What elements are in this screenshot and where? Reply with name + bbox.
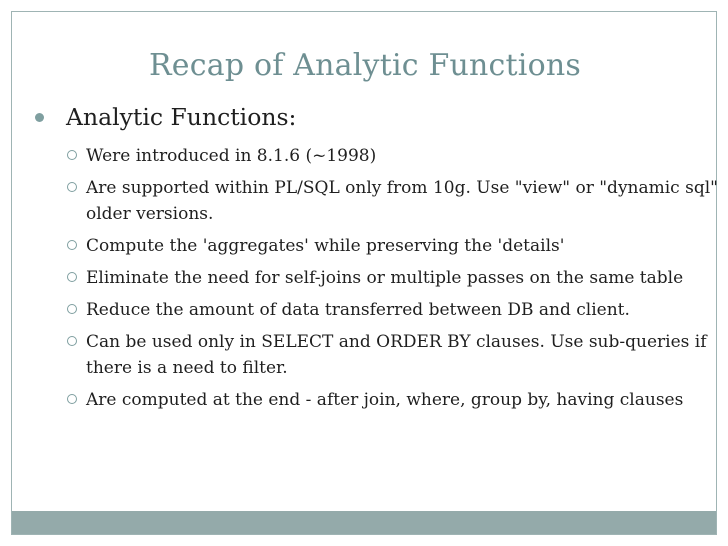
- hollow-circle-bullet-icon: [67, 182, 77, 192]
- hollow-circle-bullet-icon: [67, 304, 77, 314]
- main-bullet-text: Analytic Functions:: [66, 103, 297, 131]
- sub-bullet-item: [28, 143, 718, 169]
- sub-bullet-item: [28, 297, 718, 323]
- main-bullet: [28, 102, 718, 132]
- hollow-circle-bullet-icon: [67, 272, 77, 282]
- sub-bullet-item: [28, 233, 718, 259]
- slide-content: [28, 102, 718, 419]
- sub-bullet-text: Are supported within PL/SQL only from 10g. Use "view" or "dynamic sql" older versions.: [86, 178, 718, 224]
- hollow-circle-bullet-icon: [67, 336, 77, 346]
- hollow-circle-bullet-icon: [67, 150, 77, 160]
- sub-bullet-text: Reduce the amount of data transferred between DB and client.: [86, 300, 630, 320]
- sub-bullet-item: [28, 265, 718, 291]
- hollow-circle-bullet-icon: [67, 394, 77, 404]
- sub-bullet-list: [28, 143, 718, 413]
- footer-bar: [12, 511, 716, 534]
- sub-bullet-text: Eliminate the need for self-joins or multiple passes on the same table: [86, 268, 684, 288]
- sub-bullet-text: Were introduced in 8.1.6 (~1998): [86, 146, 377, 166]
- sub-bullet-item: [28, 175, 718, 227]
- hollow-circle-bullet-icon: [67, 240, 77, 250]
- slide-title: Recap of Analytic Functions: [149, 48, 581, 83]
- sub-bullet-item: [28, 329, 718, 381]
- sub-bullet-text: Can be used only in SELECT and ORDER BY clauses. Use sub-queries if there is a need to filter.: [86, 332, 707, 378]
- sub-bullet-text: Compute the 'aggregates' while preserving the 'details': [86, 236, 565, 256]
- sub-bullet-item: [28, 387, 718, 413]
- sub-bullet-text: Are computed at the end - after join, where, group by, having clauses: [86, 390, 684, 410]
- filled-circle-bullet-icon: [35, 113, 44, 122]
